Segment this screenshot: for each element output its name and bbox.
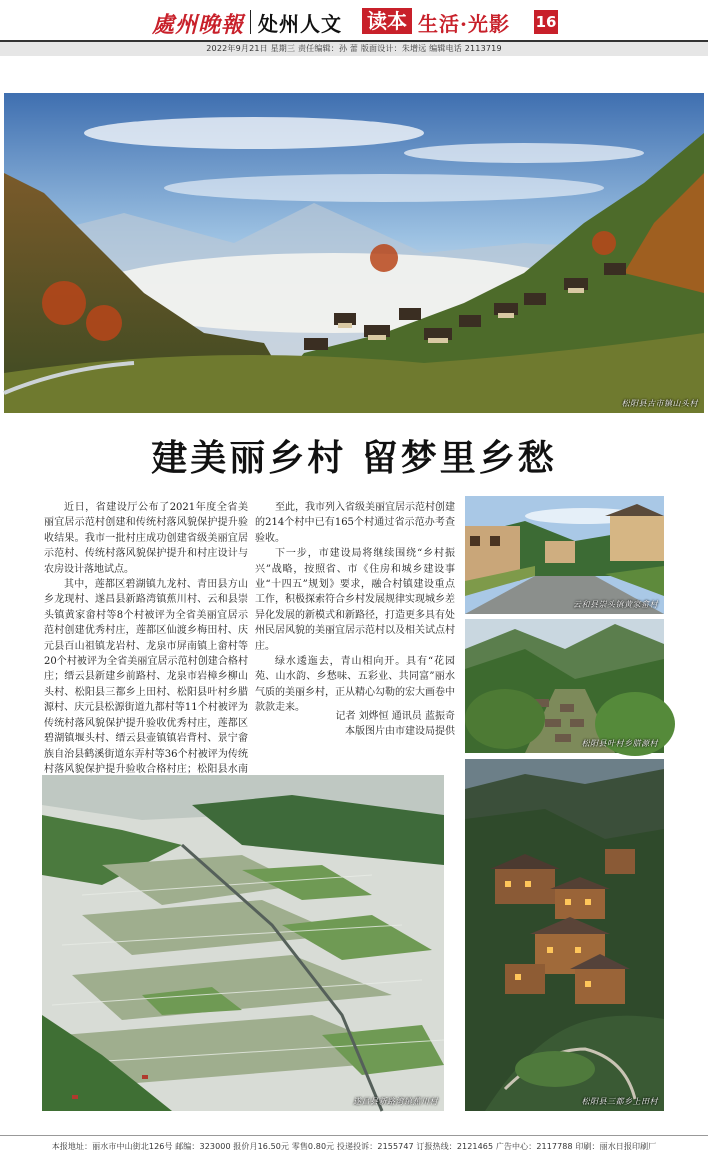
photo-caption: 云和县崇头镇黄家畲村 bbox=[573, 600, 658, 609]
masthead-divider bbox=[250, 10, 251, 34]
article-column-left bbox=[44, 500, 248, 775]
page-name: 生活·光影 bbox=[418, 12, 510, 36]
mountain-village-image bbox=[4, 93, 704, 413]
footer-info: 本报地址：丽水市中山街北126号 邮编：323000 报价月16.50元 零售0.80元 投递投诉：2155747 订报热线：2121465 广告中心：2117788 印刷：丽水日报印刷厂 bbox=[51, 1142, 657, 1151]
village-street-image bbox=[465, 496, 664, 614]
page-number: 16 bbox=[534, 10, 558, 34]
photo-village-street bbox=[465, 496, 664, 614]
photo-terraced-fields bbox=[42, 775, 444, 1111]
byline-reporter: 记者 刘烨恒 通讯员 蓝振奇 bbox=[335, 711, 455, 722]
photo-caption: 遂昌县新路湾镇蕉川村 bbox=[353, 1097, 438, 1106]
date-editor-bar: 2022年9月21日 星期三 责任编辑：孙 蕾 版面设计：朱增远 编辑电话 2113719 bbox=[0, 42, 708, 56]
byline-photo-credit: 本版图片由市建设局提供 bbox=[345, 725, 455, 737]
photo-caption: 松阳县三都乡上田村 bbox=[581, 1097, 658, 1106]
hero-photo bbox=[4, 93, 704, 413]
section-title: 处州人文 bbox=[258, 12, 342, 36]
photo-caption: 松阳县叶村乡腊源村 bbox=[581, 739, 658, 748]
photo-valley-village bbox=[465, 619, 664, 753]
article-paragraph: 至此，我市列入省级美丽宜居示范村创建的214个村中已有165个村通过省示范办考查验收。 bbox=[255, 502, 455, 544]
footer-rule bbox=[0, 1135, 708, 1136]
headline: 建美丽乡村 留梦里乡愁 bbox=[151, 437, 557, 479]
article-paragraph: 其中，莲都区碧湖镇九龙村、青田县方山乡龙现村、遂昌县新路湾镇蕉川村、云和县崇头镇黄家畲村等8个村被评为全省美丽宜居示范村创建优秀村庄，莲都区仙渡乡梅田村、庆元县百山祖镇龙岩村、龙泉市屏南镇上畲村等20个村被评为全省美丽宜居示范村创建合格村庄；缙云县新建乡前路村、龙泉市岩樟乡柳山头村、松阳县三都乡上田村、松阳县叶村乡腊源村、庆元县松源街道九都村等11个村被评为传统村落风貌保护提升验收优秀村庄，莲都区碧湖镇堰头村、缙云县壶镇镇岩背村、景宁畲族自治县鹤溪街道东弄村等36个村被评为传统村落风貌保护提升验收合格村庄；松阳县水南 bbox=[44, 579, 248, 775]
article-paragraph: 近日，省建设厅公布了2021年度全省美丽宜居示范村创建和传统村落风貌保护提升验收结果。我市一批村庄成功创建省级美丽宜居示范村、传统村落风貌保护提升和村庄设计与农房设计落地试点。 bbox=[44, 502, 248, 575]
hero-caption: 松阳县古市镇山头村 bbox=[621, 399, 698, 408]
article-paragraph: 绿水逶迤去，青山相向开。具有“花园苑、山水韵、乡愁味、五彩业、共同富”丽水气质的美丽乡村，正从精心勾勒的宏大画卷中款款走来。 bbox=[255, 656, 455, 714]
photo-night-village bbox=[465, 759, 664, 1111]
article-column-right bbox=[255, 500, 455, 738]
newspaper-logo: 處州晚報 bbox=[152, 12, 245, 38]
night-village-image bbox=[465, 759, 664, 1111]
valley-village-image bbox=[465, 619, 664, 753]
section-tag: 读本 bbox=[362, 8, 412, 34]
article-paragraph: 下一步，市建设局将继续围绕“乡村振兴”战略，按照省、市《住房和城乡建设事业“十四五”规划》要求，融合村镇建设重点工作，积极探索符合乡村发展规律实现城乡差异化发展的新模式和新路径，打造更多具有处州民居风貌的美丽宜居示范村以及相关试点村庄。 bbox=[255, 548, 455, 652]
terraced-fields-image bbox=[42, 775, 444, 1111]
masthead bbox=[0, 0, 708, 44]
byline bbox=[255, 710, 455, 739]
